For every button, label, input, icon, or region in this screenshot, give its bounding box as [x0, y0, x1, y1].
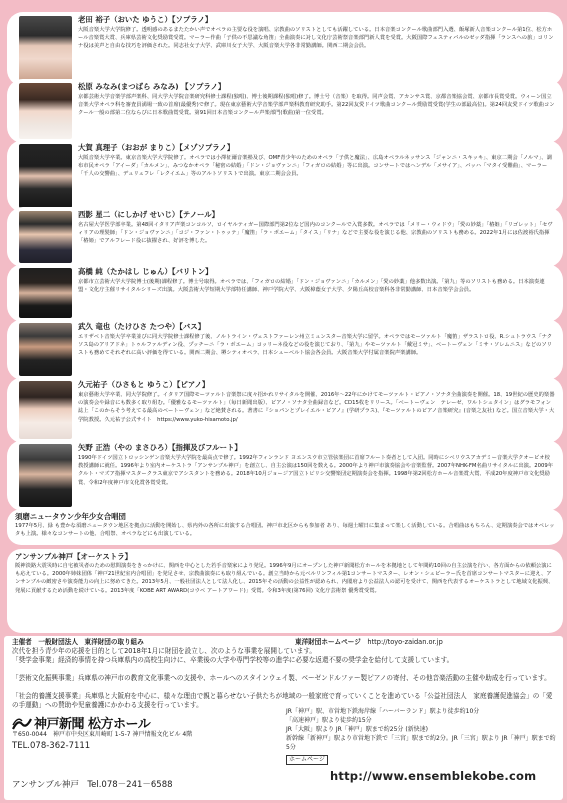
sponsor-item: 「奨学金事業」経済的事情を持つ兵庫県内の高校生向けに、卒業後の大学や専門学校等の進学に必要な返還不要の奨学金を給付して支援しています。: [12, 656, 454, 664]
performer-card: [7, 440, 563, 511]
sponsor-header: [12, 638, 557, 647]
performer-name: 久元祐子（ひさもと ゆうこ）【ピアノ】: [78, 380, 210, 389]
hp-label: ホームページ: [286, 755, 328, 765]
access-line: 「高速神戸」駅より徒歩約15分: [286, 717, 372, 724]
performer-card: [7, 140, 563, 212]
choir-body: 1977年5月、緑 も豊かな須磨ニュータウン地区を拠点に活動を開始し、県内外の各所に出演する合唱団。神戸市北区からも参加者 あり、毎週土曜日に集まって楽しく活動している。合唱曲はもちろん、定期演奏会ではオペレッタも上演。様々なコンサートの他、合唱祭、オペラなどにも出演している。: [15, 523, 555, 538]
performer-card: [7, 207, 563, 267]
performer-name: 武久 竜也（たけひさ たつや）【バス】: [78, 322, 206, 331]
foundation-hp-url[interactable]: http://toyo-zaidan.or.jp: [367, 638, 443, 646]
performer-name: 老田 裕子（おいた ゆうこ）【ソプラノ】: [78, 15, 213, 24]
access-line: JR「神戸」駅、市営地下鉄海岸線「ハーバーランド」駅より徒歩約10分: [286, 708, 480, 715]
performer-card: [7, 12, 563, 86]
performer-bio: 京都芸術大学音楽学部声楽科、同大学大学院音楽研究科修士課程(独唱)、博士後期課程(独唱)修了。博士号（音楽）を取得。同声会賞、アカンサス賞、京都音楽協会賞、京都市長賞受賞。ウィーン国立音楽大学オペラ科を審査員満場一致の首席(最優秀)で修了。現在東京藝術大学音楽学部声楽科教育研究助手。第22回友愛ドイツ歌曲コンクール奨励賞受賞(学生の部最高位)。第24回友愛ドイツ歌曲コンクール一般の部第二位ならびに日本歌曲賞受賞。第91回日本音楽コンクール声楽部門(歌曲)第一位受賞。: [78, 94, 555, 117]
performer-bio: 1990年ドイツ国立トロッシンゲン音楽大学大学院を最高点で修了。1992年フィンランド ヨエンスウ市立管弦楽団に首席フルート奏者として入団。同時にシベリウスアカデミー音楽大学クオーピオ校教授講師に就任。1996年より室内オーケストラ「アンサンブル神戸」を創立し、自主公演は150回を数える。2000年より神戸市演奏協会や音楽監督。2007年NHK-FM名曲リサイタルに出演。2009年クルト・マズア指揮マスタークラス東京でアシスタントを務める。2018年10月ジョージア国立トビリシ交響楽団定期演奏会を指揮。1998年第2回松方ホール音楽賞大賞、平成20年度神戸市文化奨励賞、令和2年度神戸市文化賞各賞受賞。: [78, 455, 554, 486]
venue-name: 神戸新聞 松方ホール: [34, 717, 151, 732]
performer-card: [7, 79, 563, 143]
performer-name: 高橋 純（たかはし じゅん）【バリトン】: [78, 267, 213, 276]
performer-bio: 東京藝術大学卒業、同大学院修了。イタリア国際モーツァルト音楽祭に度々招かれリサイタルを開催、2016年～22年にかけてモーツァルト・ピアノ・ソナタ全曲演奏を開催。18、19世紀の歴史的楽器の演奏会や録音にも数多く取り組む。「優雅なるモーツァルト」（毎日新聞出版）、ピアノ・ソナタ全曲録音など。CD15枚をリリース。「ベートーヴェン テレーゼ、ワルトシュタイン」はグラモフォン誌上「このからそう考えてる最高のベートーヴェン」など絶賛される。著書に『ショパンとプレイエル・ピアノ』(学研プラス)、『モーツァルトのピアノ音楽研究』(音楽之友社) など。国立音楽大学・大学院教授。久元祐子公式サイト https://www.yuko-hisamoto.jp/: [78, 392, 555, 423]
performer-photo: [19, 323, 72, 376]
hp-row: [286, 755, 328, 765]
ensemble-tel: アンサンブル神戸 Tel.078－241－6588: [12, 780, 173, 790]
performer-photo: [19, 381, 72, 439]
performer-bio: 名古屋大学医学部卒業。第48回イタリア声楽コンコルソ、ロイヤルティガー国際部門第2位など国内のコンクールで入賞多数。オペラでは「メリー・ウィドウ」「愛の妙薬」「椿姫」「リゴレット」「セヴィリアの理髪師」「ドン・ジョヴァンニ」「コジ・ファン・トゥッテ」「魔笛」「ラ・ボエーム」「タイス」「リナ」などで主要な役を演じる他、宗教曲のソリストも務める。2022年1月には佐渡裕氏指揮「椿姫」でアルフレード役に抜擢され、好評を博した。: [78, 222, 553, 245]
performer-bio: 京都市立芸術大学大学院博士(後期)課程修了。博士号取得。オペラでは、「フィガロの結婚」「ドン・ジョヴァンニ」「カルメン」「愛の妙薬」他多数出演。「第九」等のソリストも務める。日本演奏連盟・文化庁主催リサイタルシリーズ出演。大阪芸術大学短期大学部特任講師、神戸学院大学、大阪樟蔭女子大学、夕陽丘高校音楽科各非常勤講師、日本音楽学会会員。: [78, 279, 545, 294]
performer-photo: [19, 83, 72, 139]
performer-name: 西影 星二（にしかげ せいじ）【テノール】: [78, 210, 219, 219]
venue-tel: TEL.078-362-7111: [12, 741, 91, 751]
sponsor-intro: 次代を担う青少年の応援を目的として2018年1月に財団を設立し、次のような事業を展開しています。: [12, 647, 316, 655]
performer-name: 矢野 正浩（やの まさひろ）【指揮及びフルート】: [78, 443, 242, 452]
access-line: 新幹線「新神戸」駅より市営地下鉄で「三宮」駅まで約2分。JR「三宮」駅より JR「神戸」駅まで約5分: [286, 735, 556, 751]
performer-bio: エリザベト音楽大学卒業並びに同大学院修士課程修了後、ノルトライン・ヴェストファーレン州立ミュンスター音楽大学に留学。オペラではモーツァルト「魔笛」ザラストロ役、R.シュトラウス「ナクソス島のアリアドネ」トゥルファルディン役、プッチーニ「ラ・ボエーム」コッリーネ役などの役を演じており、「第九」やモーツァルト「戴冠ミサ」、ベートーヴェン「ミサ・ソレムニス」などのソリストも務めてそれぞれに高い評価を得ている。関西二期会、堺シティオペラ、日本シューベルト協会各会員。大阪音楽大学付属音楽院声楽講師。: [78, 334, 553, 357]
performer-name: 松原 みなみ(まつばら みなみ) 【ソプラノ】: [78, 82, 226, 91]
organizer-label: 主催者: [12, 638, 32, 646]
sponsor-item: 「社会的養護支援事業」兵庫県と大阪府を中心に、様々な理由で親と暮らせない子供たちが地域の一般家庭で育っていくことを進めている「公益社団法人 家庭養護促進協会」の「愛の手運動」への賛助や児童養護にかかわる支援を行っています。: [12, 692, 553, 709]
venue-logo: [12, 713, 150, 732]
venue-address: 〒650-0044 神戸市中央区東川崎町 1-5-7 神戸情報文化ビル 4階: [12, 731, 193, 738]
ensemble-url[interactable]: http://www.ensemblekobe.com: [330, 769, 537, 783]
performer-bio: 大阪音楽大学大学院修了。透明感のあるまたたかい声でオペラの主要な役を演唱、宗教曲のソリストとしても活躍している。日本音楽コンクール歌曲部門入選、飯塚新人音楽コンクール第1位、松方ホール音楽賞大賞、兵庫県芸術文化奨励賞受賞。マーラー作曲「子供の不思議な角笛」全曲演奏に対し文化庁芸術祭音楽部門新人賞を受賞。大阪国際フェスティバルのゼッダ指揮「ランスへの旅」コリンナ役は美声と自由な技巧を評価された。同志社女子大学、武庫川女子大学、大阪音楽大学各非常勤講師。関西二期会会員。: [78, 27, 554, 50]
choir-section: [7, 509, 563, 545]
ensemble-section: [7, 549, 563, 633]
sponsor-item: 「芸術文化振興事業」兵庫県の神戸市の教育文化事業への支援や、ホールへのスタインウェイ製、ベーゼンドルファー製ピアノの寄付、その他音楽活動の主催や助成を行っています。: [12, 674, 551, 682]
performer-card: [7, 377, 563, 443]
performer-name: 大賀 真理子（おおが まりこ）【メゾソプラノ】: [78, 143, 235, 152]
ensemble-heading: アンサンブル神戸【オーケストラ】: [15, 552, 132, 561]
choir-heading: 須磨ニュータウン少年少女合唱団: [15, 512, 126, 521]
performer-photo: [19, 444, 72, 507]
performer-photo: [19, 268, 72, 318]
performer-card: [7, 319, 563, 380]
performer-card: [7, 264, 563, 322]
organizer-name: 一般財団法人 東洋財団の取り組み: [38, 638, 144, 646]
access-line: JR「大阪」駅より JR「神戸」駅まで約25分 (新快速): [286, 726, 429, 733]
ensemble-body: 阪神淡路大震災時に自宅被災者のための慰問演奏をきっかけに、関西を中心とした若手音楽家により発足。1996年9月にオープンした神戸新聞松方ホールを本拠地として年間約10回の自主公演を行い、各方面からの依頼公演にも応えている。2000年姉妹団体「神戸21世紀室内合唱団」を発足させ、宗教曲演奏にも取り組んでいる。創立当時から元ベルリンフィル第1コンサートマスター、レオン・シュピーラー氏を首席コンサートマスターに迎え、アンサンブルの緻密さや演奏能力の向上に努めてきた。2013年5月、一般社団法人として法人化し、2015年その活動の公益性が認められ、内閣府より公益法人の認可を受けて、関西を代表するオーケストラとして地域文化振興、発展に貢献するため活動を続けている。2013年度「KOBE ART AWARD(コウベ アートアワード)」受賞。令和3年度(第76回) 文化庁芸術祭 優秀賞受賞。: [15, 563, 554, 594]
foundation-hp-label: 東洋財団ホームページ: [295, 638, 361, 646]
performer-bio: 大阪音楽大学卒業。東京音楽大学大学院修了。オペラでは小澤征爾音楽塾及び、OMF青少年のためのオペラ「子供と魔法」、広島オペラルネッサンス「ジャンニ・スキッキ」、東京二期会「ノルマ」、調布市民オペラ「アイーダ」「カルメン」、みつなかオペラ「秘密の結婚」「ドン・ジョヴァンニ」「フィガロの結婚」等に出演。コンサートではヘンデル「メサイア」、バッハ「マタイ受難曲」、マーラー「千人の交響曲」、デュリュフレ「レクイエム」等のアルトソリストで出演。東京二期会会員。: [78, 155, 552, 178]
performer-photo: [19, 16, 72, 82]
venue-logo-mark: [12, 716, 32, 730]
performer-photo: [19, 144, 72, 208]
performer-photo: [19, 211, 72, 263]
